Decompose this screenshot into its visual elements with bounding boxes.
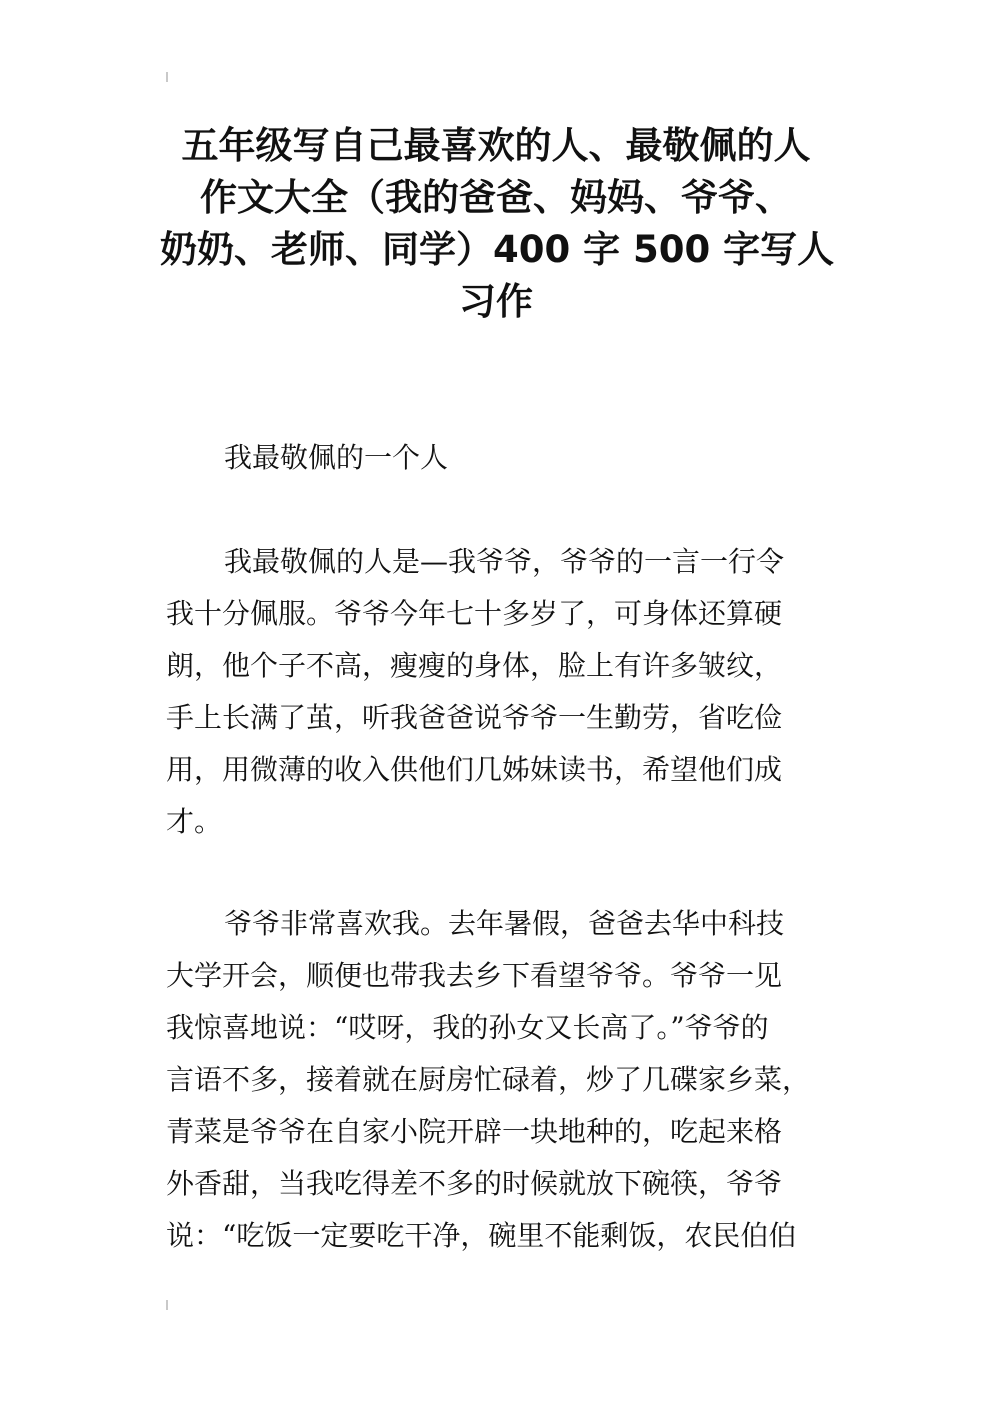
paragraph-line: 外香甜，当我吃得差不多的时候就放下碗筷，爷爷 xyxy=(166,1167,783,1200)
paragraph-line: 大学开会，顺便也带我去乡下看望爷爷。爷爷一见 xyxy=(166,959,783,992)
title-line: 作文大全（我的爸爸、妈妈、爷爷、 xyxy=(200,176,792,219)
paragraph-line: 爷爷非常喜欢我。去年暑假，爸爸去华中科技 xyxy=(224,907,785,940)
document-title xyxy=(160,120,835,328)
title-line: 习作 xyxy=(459,280,533,323)
paragraph-line: 我惊喜地说：“哎呀，我的孙女又长高了。”爷爷的 xyxy=(166,1011,769,1044)
essay-subtitle: 我最敬佩的一个人 xyxy=(224,441,449,474)
margin-mark-top xyxy=(166,72,168,82)
paragraph-2 xyxy=(166,898,834,1262)
paragraph-line: 说：“吃饭一定要吃干净，碗里不能剩饭，农民伯伯 xyxy=(166,1219,797,1252)
title-line: 五年级写自己最喜欢的人、最敬佩的人 xyxy=(181,124,811,167)
margin-mark-bottom xyxy=(166,1300,168,1310)
paragraph-line: 朗，他个子不高，瘦瘦的身体，脸上有许多皱纹， xyxy=(166,649,783,682)
paragraph-1 xyxy=(166,536,834,848)
paragraph-line: 言语不多，接着就在厨房忙碌着，炒了几碟家乡菜， xyxy=(166,1063,811,1096)
title-line: 奶奶、老师、同学）400 字 500 字写人 xyxy=(160,228,835,271)
paragraph-line: 才。 xyxy=(166,805,223,838)
paragraph-line: 我十分佩服。爷爷今年七十多岁了，可身体还算硬 xyxy=(166,597,783,630)
paragraph-line: 手上长满了茧，听我爸爸说爷爷一生勤劳，省吃俭 xyxy=(166,701,783,734)
paragraph-line: 青菜是爷爷在自家小院开辟一块地种的，吃起来格 xyxy=(166,1115,783,1148)
paragraph-line: 我最敬佩的人是—我爷爷，爷爷的一言一行令 xyxy=(224,545,785,578)
paragraph-line: 用，用微薄的收入供他们几姊妹读书，希望他们成 xyxy=(166,753,783,786)
